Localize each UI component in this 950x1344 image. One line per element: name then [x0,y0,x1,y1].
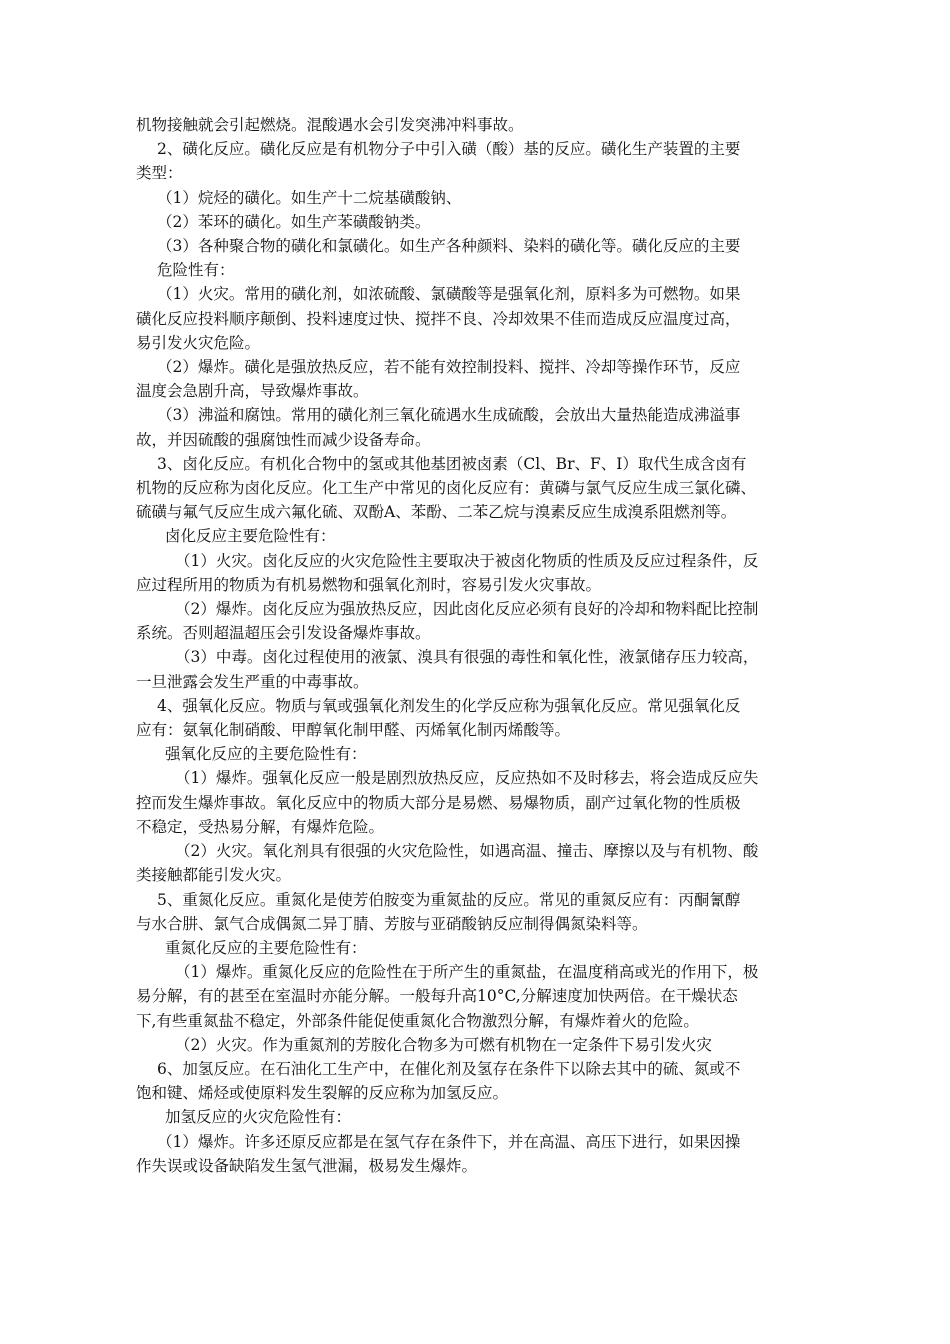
text-line: 饱和键、烯烃或使原料发生裂解的反应称为加氢反应。 [136,1084,509,1103]
text-line: （1）火灾。常用的磺化剂，如浓硫酸、氯磺酸等是强氧化剂，原料多为可燃物。如果 [157,285,741,304]
text-line: 易引发火灾危险。 [136,333,261,352]
text-line: 类接触都能引发火灾。 [136,866,292,885]
text-line: 作失误或设备缺陷发生氢气泄漏，极易发生爆炸。 [136,1156,478,1175]
text-line: （1）火灾。卤化反应的火灾危险性主要取决于被卤化物质的性质及反应过程条件，反 [175,551,759,570]
text-line: 机物的反应称为卤化反应。化工生产中常见的卤化反应有：黄磷与氯气反应生成三氯化磷、 [136,479,757,498]
text-line: 故，并因硫酸的强腐蚀性而减少设备寿命。 [136,430,431,449]
text-line: （1）烷烃的磺化。如生产十二烷基磺酸钠、 [157,188,462,207]
text-line: 磺化反应投料顺序颠倒、投料速度过快、搅拌不良、冷却效果不佳而造成反应温度过高， [136,309,741,328]
text-line: 不稳定，受热易分解，有爆炸危险。 [136,817,385,836]
document-body [136,113,836,1178]
text-line: 4、强氧化反应。物质与氧或强氧化剂发生的化学反应称为强氧化反应。常见强氧化反 [157,696,741,715]
text-line: 2、磺化反应。磺化反应是有机物分子中引入磺（酸）基的反应。磺化生产装置的主要 [157,140,741,159]
text-line: 类型： [136,164,183,183]
text-line: 重氮化反应的主要危险性有： [165,938,367,957]
text-line: （2）火灾。作为重氮剂的芳胺化合物多为可燃有机物在一定条件下易引发火灾 [175,1035,712,1054]
text-line: 机物接触就会引起燃烧。混酸遇水会引发突沸冲料事故。 [136,116,524,134]
text-line: 3、卤化反应。有机化合物中的氢或其他基团被卤素（Cl、Br、F、I）取代生成含卤有 [157,454,747,473]
text-line: 系统。否则超温超压会引发设备爆炸事故。 [136,624,431,643]
text-line: 应过程所用的物质为有机易燃物和强氧化剂时，容易引发火灾事故。 [136,575,602,594]
text-line: 易分解，有的甚至在室温时亦能分解。一般每升高10°C,分解速度加快两倍。在干燥状态 [136,987,738,1006]
text-line: （2）火灾。氧化剂具有很强的火灾危险性，如遇高温、撞击、摩擦以及与有机物、酸 [175,842,759,861]
text-line: 下,有些重氮盐不稳定，外部条件能促使重氮化合物激烈分解，有爆炸着火的危险。 [136,1011,699,1030]
text-line: （2）爆炸。卤化反应为强放热反应，因此卤化反应必须有良好的冷却和物料配比控制 [175,600,759,619]
text-line: 5、重氮化反应。重氮化是使芳伯胺变为重氮盐的反应。常见的重氮反应有：丙酮氰醇 [157,890,741,909]
text-line: 危险性有： [157,261,235,280]
text-line: 与水合肼、氯气合成偶氮二异丁腈、芳胺与亚硝酸钠反应制得偶氮染料等。 [136,914,648,933]
text-line: （3）沸溢和腐蚀。常用的磺化剂三氧化硫遇水生成硫酸，会放出大量热能造成沸溢事 [157,406,741,425]
text-line: 应有：氨氧化制硝酸、甲醇氧化制甲醛、丙烯氧化制丙烯酸等。 [136,721,571,740]
text-line: （2）爆炸。磺化是强放热反应，若不能有效控制投料、搅拌、冷却等操作环节，反应 [157,358,741,377]
text-line: 硫磺与氟气反应生成六氟化硫、双酚A、苯酚、二苯乙烷与溴素反应生成溴系阻燃剂等。 [136,503,737,522]
text-line: 加氢反应的火灾危险性有： [165,1108,352,1127]
text-line: 卤化反应主要危险性有： [165,527,336,546]
text-line: 温度会急剧升高，导致爆炸事故。 [136,382,369,401]
text-line: （3）各种聚合物的磺化和氯磺化。如生产各种颜料、染料的磺化等。磺化反应的主要 [157,237,741,256]
text-line: 一旦泄露会发生严重的中毒事故。 [136,672,369,691]
text-line: （2）苯环的磺化。如生产苯磺酸钠类。 [157,212,431,231]
text-line: 强氧化反应的主要危险性有： [165,745,367,764]
text-line: （1）爆炸。强氧化反应一般是剧烈放热反应，反应热如不及时移去，将会造成反应失 [175,769,759,788]
text-line: 6、加氢反应。在石油化工生产中，在催化剂及氢存在条件下以除去其中的硫、氮或不 [157,1059,741,1078]
text-line: （1）爆炸。许多还原反应都是在氢气存在条件下，并在高温、高压下进行，如果因操 [157,1132,741,1151]
text-line: （3）中毒。卤化过程使用的液氯、溴具有很强的毒性和氧化性，液氯储存压力较高， [175,648,759,667]
text-line: （1）爆炸。重氮化反应的危险性在于所产生的重氮盐，在温度稍高或光的作用下，极 [175,963,759,982]
text-line: 控而发生爆炸事故。氧化反应中的物质大部分是易燃、易爆物质，副产过氧化物的性质极 [136,793,741,812]
